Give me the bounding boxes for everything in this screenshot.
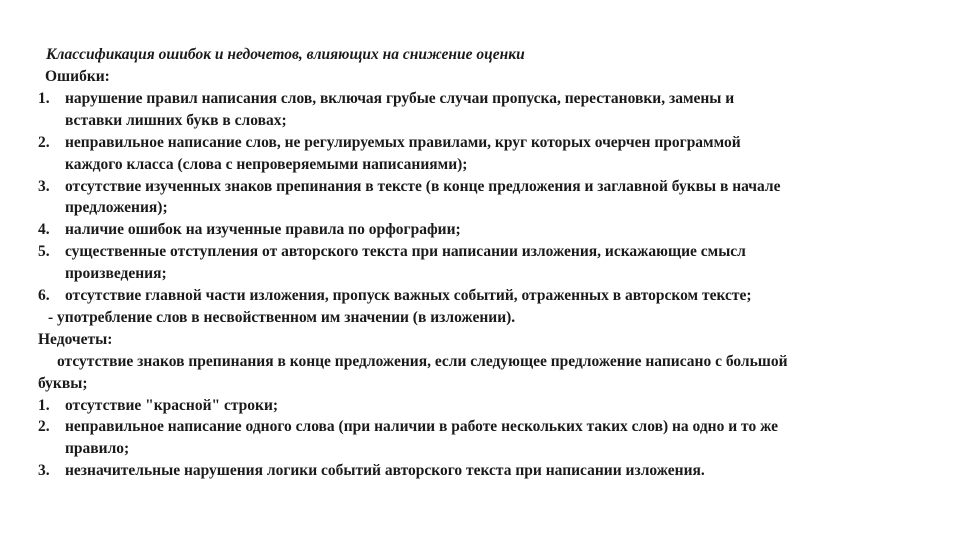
error-number: 3. (38, 178, 50, 195)
error-text-line: существенные отступления от авторского текста при написании изложения, искажающие смысл (65, 243, 746, 260)
shortcoming-text-line: незначительные нарушения логики событий авторского текста при написании изложения. (65, 462, 705, 479)
error-text-line: отсутствие главной части изложения, пропуск важных событий, отраженных в авторском тексте; (65, 287, 752, 304)
shortcoming-number: 2. (38, 418, 50, 435)
error-number: 1. (38, 90, 50, 107)
shortcoming-text-line: отсутствие "красной" строки; (65, 397, 279, 414)
shortcoming-number: 1. (38, 397, 50, 414)
shortcomings-intro-line: буквы; (38, 375, 88, 392)
error-number: 5. (38, 243, 50, 260)
extra-error-item: - употребление слов в несвойственном им значении (в изложении). (48, 309, 516, 326)
shortcomings-heading: Недочеты: (38, 331, 113, 348)
error-text-line: каждого класса (слова с непроверяемыми написаниями); (65, 156, 468, 173)
error-text-line: неправильное написание слов, не регулируемых правилами, круг которых очерчен программой (65, 134, 741, 151)
error-text-line: произведения; (65, 265, 167, 282)
shortcoming-number: 3. (38, 462, 50, 479)
shortcoming-text-line: неправильное написание одного слова (при наличии в работе нескольких таких слов) на одно и то же (65, 418, 778, 435)
error-text-line: отсутствие изученных знаков препинания в тексте (в конце предложения и заглавной буквы в начале (65, 178, 781, 195)
error-text-line: наличие ошибок на изученные правила по орфографии; (65, 221, 461, 238)
error-text-line: нарушение правил написания слов, включая грубые случаи пропуска, перестановки, замены и (65, 90, 735, 107)
error-number: 6. (38, 287, 50, 304)
error-text-line: предложения); (65, 199, 168, 216)
error-text-line: вставки лишних букв в словах; (65, 112, 287, 129)
error-number: 2. (38, 134, 50, 151)
document-title: Классификация ошибок и недочетов, влияющих на снижение оценки (46, 46, 525, 63)
errors-heading: Ошибки: (45, 68, 110, 85)
shortcomings-intro-line: отсутствие знаков препинания в конце предложения, если следующее предложение написано с большой (57, 353, 788, 370)
error-number: 4. (38, 221, 50, 238)
shortcoming-text-line: правило; (65, 440, 130, 457)
